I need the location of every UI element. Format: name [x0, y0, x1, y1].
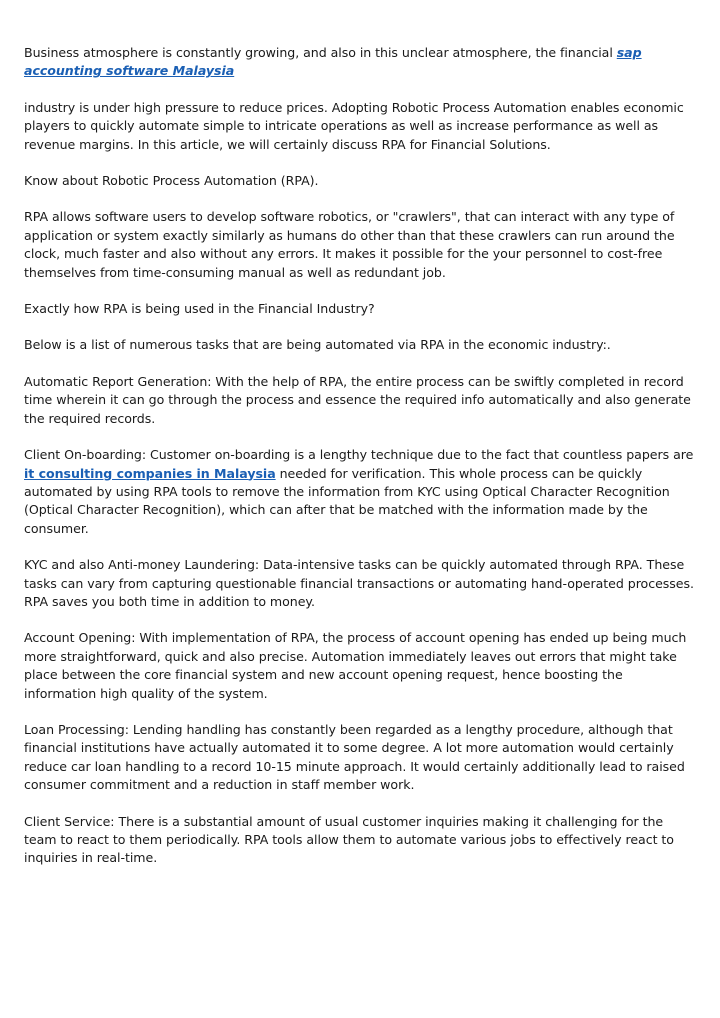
paragraph-onboarding-after: needed for verification. This whole process can be quickly automated by using RPA tools to remove the information from KYC using Optical Character Recognition (Optical Character Recognition), which can after that be matched with the information made by the consumer.: [24, 465, 670, 536]
paragraph-report-generation: Automatic Report Generation: With the help of RPA, the entire process can be swiftly completed in record time wherein it can go through the process and essence the required info automatically and also generate the required records.: [24, 373, 691, 426]
paragraph-know-rpa: Know about Robotic Process Automation (RPA).: [24, 173, 319, 189]
paragraph-account-opening: Account Opening: With implementation of RPA, the process of account opening has ended up being much more straightforward, quick and also precise. Automation immediately leaves out errors that might take place between the core financial system and new account opening request, hence boosting the information high quality of the system.: [24, 630, 687, 701]
paragraph-onboarding-before: Client On-boarding: Customer on-boarding is a lengthy technique due to the fact that countless papers are: [24, 447, 694, 463]
paragraph-intro: [24, 44, 694, 81]
link-it-consulting-companies[interactable]: it consulting companies in Malaysia: [24, 465, 276, 481]
paragraph-intro-text: Business atmosphere is constantly growing, and also in this unclear atmosphere, the financial: [24, 45, 617, 60]
link-sap-accounting-software[interactable]: sap accounting software Malaysia: [24, 45, 642, 79]
paragraph-client-service: Client Service: There is a substantial amount of usual customer inquiries making it challenging for the team to react to them periodically. RPA tools allow them to automate various jobs to effectively react to inquiries in real-time.: [24, 813, 674, 866]
paragraph-client-onboarding: [24, 446, 694, 538]
paragraph-kyc-aml: KYC and also Anti-money Laundering: Data-intensive tasks can be quickly automated through RPA. These tasks can vary from capturing questionable financial transactions or automating hand-operated processes. RPA saves you both time in addition to money.: [24, 557, 694, 609]
paragraph-rpa-definition: RPA allows software users to develop software robotics, or "crawlers", that can interact with any type of application or system exactly similarly as humans do other than that these crawlers can run around the clock, much faster and also without any errors. It makes it possible for the your personnel to cost-free themselves from time-consuming manual as well as redundant job.: [24, 209, 675, 280]
paragraph-task-list-intro: Below is a list of numerous tasks that are being automated via RPA in the economic industry:.: [24, 337, 611, 353]
paragraph-loan-processing: Loan Processing: Lending handling has constantly been regarded as a lengthy procedure, although that financial institutions have actually automated it to some degree. A lot more automation would certainly reduce car loan handling to a record 10-15 minute approach. It would certainly additionally lead to raised consumer commitment and a reduction in staff member work.: [24, 721, 685, 793]
paragraph-industry: industry is under high pressure to reduce prices. Adopting Robotic Process Automation enables economic players to quickly automate simple to intricate operations as well as increase performance as well as revenue margins. In this article, we will certainly discuss RPA for Financial Solutions.: [24, 99, 684, 152]
paragraph-how-used: Exactly how RPA is being used in the Financial Industry?: [24, 301, 375, 317]
